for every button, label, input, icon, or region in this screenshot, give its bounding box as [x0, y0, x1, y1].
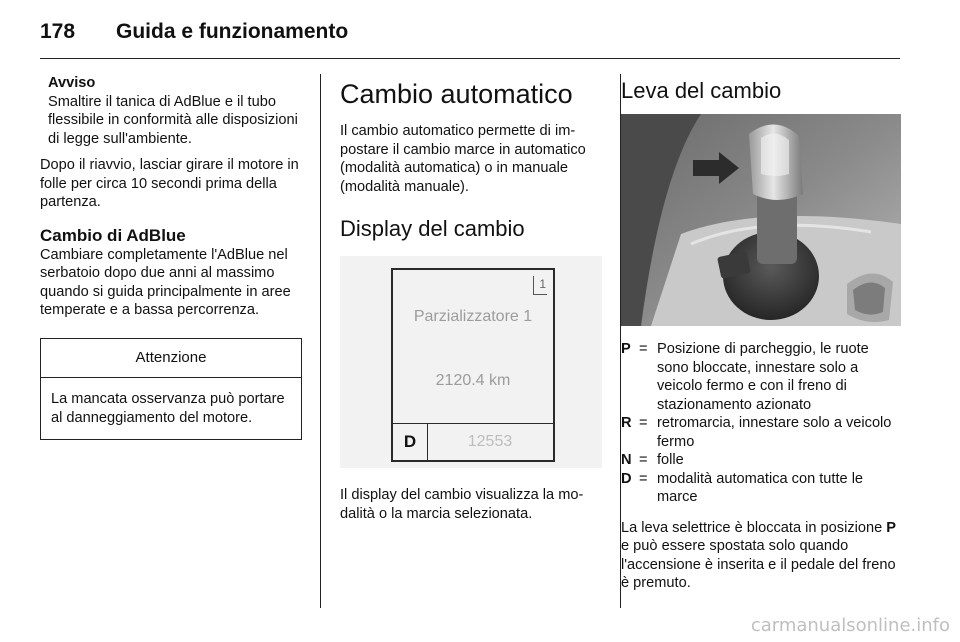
gear-key: P — [621, 341, 631, 357]
adblue-change-paragraph: Cambiare completamente l'AdBlue nel serbatoio dopo due anni al massimo quando si guida principalmente in aree temperate e a bassa percorrenza. — [40, 246, 291, 318]
gear-legend — [621, 340, 903, 507]
instrument-screen — [391, 268, 555, 462]
selected-gear: D — [393, 424, 428, 460]
gear-lever-photo — [621, 114, 901, 326]
gear-key: D — [621, 470, 632, 487]
gear-equals: = — [639, 341, 648, 357]
automatic-transmission-intro: Il cambio automatico permette di impostare il cambio marce in automatico (modalità automatica) o in manuale (modalità manuale). — [340, 123, 586, 195]
gear-description: folle — [657, 452, 684, 468]
lever-lock-paragraph — [621, 519, 903, 593]
transmission-display-figure — [340, 256, 602, 468]
lever-lock-text-2: e può essere spostata solo quando l'accensione è inserita e il pedale del freno è premuto. — [621, 538, 896, 591]
gear-equals: = — [639, 470, 648, 487]
gear-equals: = — [639, 452, 648, 468]
gear-indicator-icon: 1 — [533, 276, 547, 295]
warning-text: La mancata osservanza può portare al danneggiamento del motore. — [51, 391, 285, 426]
column-right — [621, 74, 903, 593]
warning-title: Attenzione — [41, 339, 301, 379]
adblue-change-heading: Cambio di AdBlue — [40, 225, 186, 245]
gear-legend-row — [621, 414, 903, 451]
automatic-transmission-heading: Cambio automatico — [340, 79, 573, 109]
transmission-display-heading: Display del cambio — [340, 216, 525, 241]
column-middle — [340, 74, 602, 523]
gear-description: Posizione di parcheggio, le ruote sono bloccate, innestare solo a veicolo fermo e con il freno di stazionamento azionato — [657, 341, 869, 413]
display-caption: Il display del cambio visualizza la modalità o la marcia selezionata. — [340, 487, 584, 522]
gear-legend-row — [621, 451, 903, 470]
gear-legend-row — [621, 470, 903, 507]
gear-description: modalità automatica con tutte le marce — [657, 470, 864, 505]
notice-title: Avviso — [48, 75, 96, 91]
gear-equals: = — [639, 415, 648, 431]
display-bottom-row — [393, 423, 553, 460]
gear-description: retromarcia, innestare solo a veicolo fermo — [657, 415, 892, 450]
selector-lever-heading: Leva del cambio — [621, 78, 782, 103]
page-number: 178 — [40, 20, 76, 43]
site-watermark: carmanualsonline.info — [750, 615, 950, 636]
section-title: Guida e funzionamento — [116, 20, 349, 43]
gear-legend-row — [621, 340, 903, 414]
column-left — [40, 74, 302, 440]
notice-text: Smaltire il tanica di AdBlue e il tubo flessibile in conformità alle disposizioni di legge sull'ambiente. — [48, 93, 298, 147]
lever-lock-gear: P — [886, 519, 897, 536]
page-header — [40, 20, 348, 44]
display-line-1: Parzializzatore 1 — [413, 308, 533, 325]
column-divider-1 — [320, 74, 321, 608]
header-rule — [40, 58, 900, 59]
odometer-value: 12553 — [467, 433, 513, 450]
gear-key: R — [621, 415, 632, 431]
warning-box — [40, 338, 302, 441]
gear-key: N — [621, 452, 632, 468]
lever-lock-text-1: La leva selettrice è bloccata in posizione — [621, 519, 887, 536]
notice-box — [40, 74, 302, 148]
display-line-2: 2120.4 km — [435, 372, 511, 389]
restart-paragraph: Dopo il riavvio, lasciar girare il motore in folle per circa 10 secondi prima della partenza. — [40, 157, 299, 210]
